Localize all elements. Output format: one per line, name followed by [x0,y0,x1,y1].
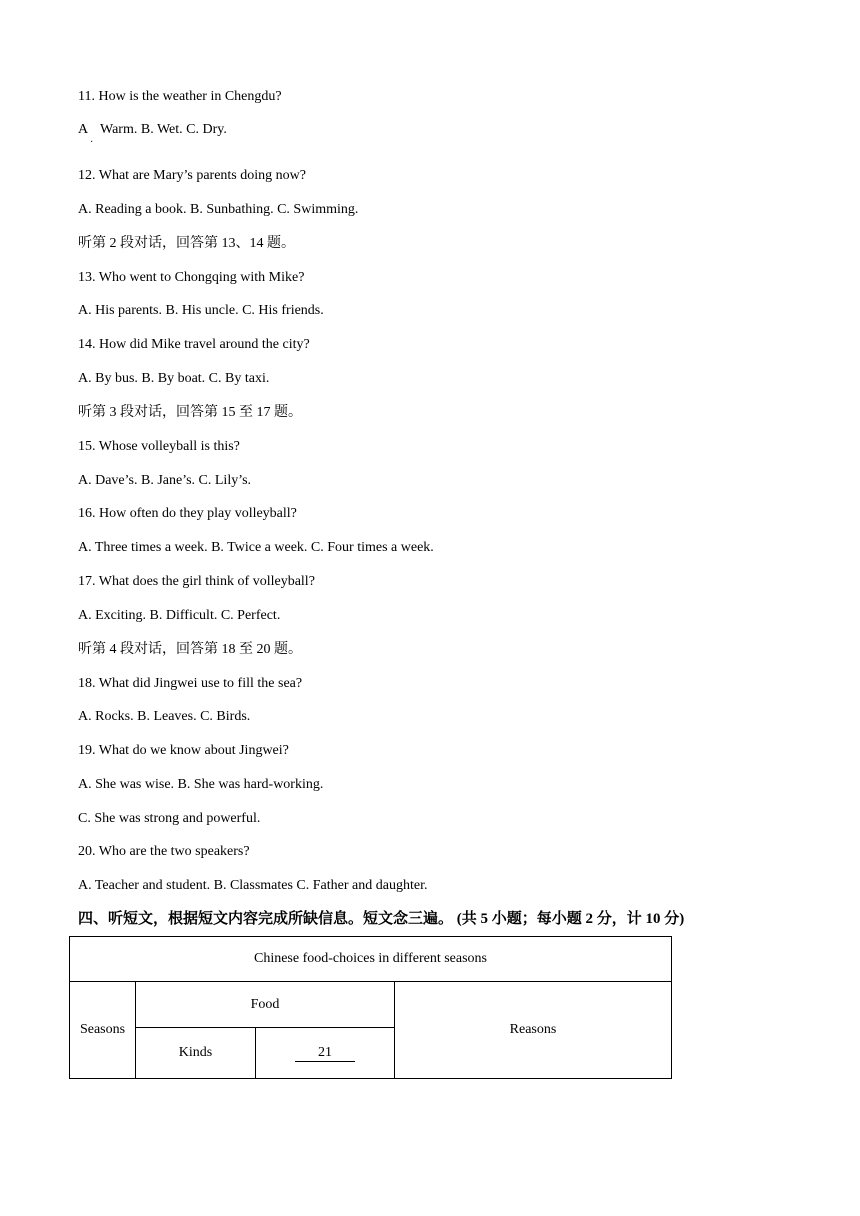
q17-options: A. Exciting. B. Difficult. C. Perfect. [78,608,281,623]
header-kinds: Kinds [136,1028,256,1079]
instruction-dialogue-4: 听第 4 段对话，回答第 18 至 20 题。 [78,642,302,657]
q19-options-line1: A. She was wise. B. She was hard-working. [78,777,324,792]
header-seasons: Seasons [70,982,136,1079]
q12-options: A. Reading a book. B. Sunbathing. C. Swimming. [78,202,359,217]
q11-options [78,121,227,139]
q13-options: A. His parents. B. His uncle. C. His friends. [78,303,324,318]
q12-question: 12. What are Mary’s parents doing now? [78,168,306,183]
q16-options: A. Three times a week. B. Twice a week. C. Four times a week. [78,540,434,555]
q19-question: 19. What do we know about Jingwei? [78,743,289,758]
q15-question: 15. Whose volleyball is this? [78,439,240,454]
blank-21-cell[interactable] [256,1028,395,1079]
q11-options-text: Warm. B. Wet. C. Dry. [100,122,227,137]
header-reasons: Reasons [395,982,672,1079]
blank-21[interactable]: 21 [295,1045,355,1062]
q14-options: A. By bus. B. By boat. C. By taxi. [78,371,270,386]
instruction-dialogue-2: 听第 2 段对话，回答第 13、14 题。 [78,236,295,251]
q20-question: 20. Who are the two speakers? [78,844,250,859]
section-4-heading: 四、听短文，根据短文内容完成所缺信息。短文念三遍。 (共 5 小题；每小题 2 分，计 10 分) [78,911,685,927]
q14-question: 14. How did Mike travel around the city? [78,337,310,352]
q13-question: 13. Who went to Chongqing with Mike? [78,270,305,285]
q18-options: A. Rocks. B. Leaves. C. Birds. [78,709,251,724]
q15-options: A. Dave’s. B. Jane’s. C. Lily’s. [78,473,252,488]
q11-dot: · [90,137,94,148]
q11-question: 11. How is the weather in Chengdu? [78,89,282,104]
q16-question: 16. How often do they play volleyball? [78,506,297,521]
q18-question: 18. What did Jingwei use to fill the sea? [78,676,303,691]
q17-question: 17. What does the girl think of volleyball? [78,574,315,589]
food-choices-table [69,936,672,1079]
q19-options-line2: C. She was strong and powerful. [78,811,261,826]
q11-option-letter: A [78,122,89,137]
instruction-dialogue-3: 听第 3 段对话，回答第 15 至 17 题。 [78,405,302,420]
header-food: Food [136,982,395,1028]
q20-options: A. Teacher and student. B. Classmates C. Father and daughter. [78,878,428,893]
table-title: Chinese food-choices in different seasons [70,937,672,982]
